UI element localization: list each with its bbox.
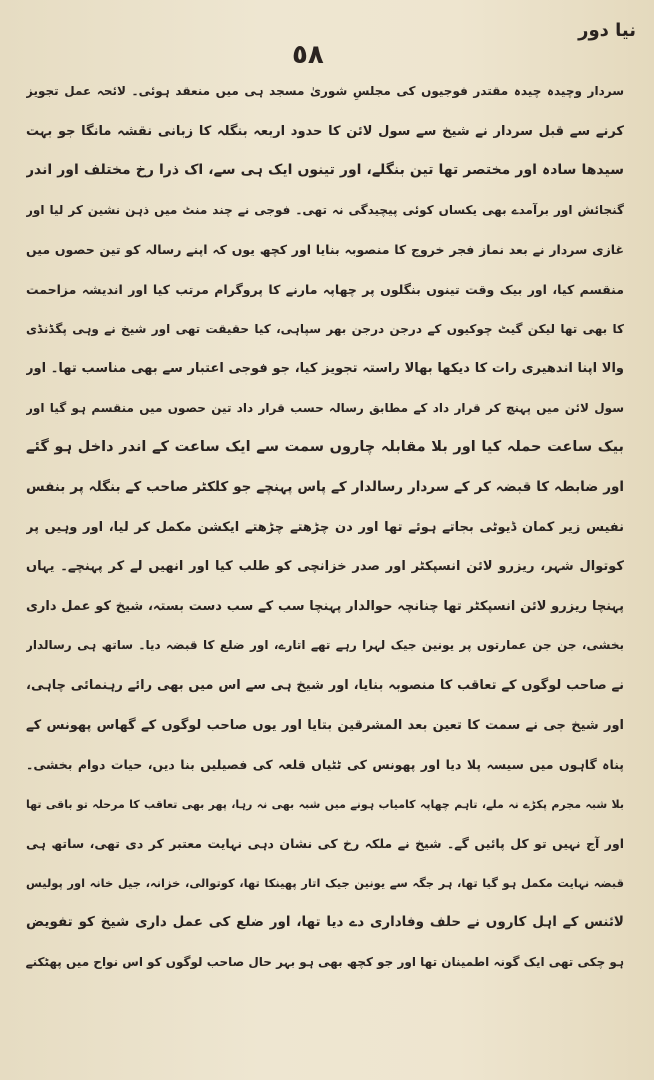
text-line: نے صاحب لوگوں کے تعاقب کا منصوبہ بنایا، اور شیخ ہی سے اس میں بھی رائے رہنمائی چاہی،: [26, 677, 624, 693]
text-line: منقسم کیا، اور بیک وقت تینوں بنگلوں پر چھاپہ مارنے کا پروگرام مرتب کیا اور اندیشہ مزاحمت: [26, 281, 624, 297]
text-line: گنجائش اور برآمدے بھی یکساں کوئی پیچیدگی نہ تھی۔ فوجی نے چند منٹ میں ذہن نشین کر لیا اور: [26, 202, 624, 217]
text-line: اور شیخ جی نے سمت کا تعین بعد المشرقین بتایا اور یوں صاحب لوگوں کے گھاس پھونس کے: [26, 717, 624, 733]
text-line: پہنچا ریزرو لائن انسپکٹر تھا چنانچہ حوالدار پہنچا سب کے سب دست بستہ، شیخ کو عمل داری: [26, 598, 624, 614]
page-number: ٥٨: [292, 40, 324, 70]
text-line: اور آج نہیں تو کل پائیں گے۔ شیخ نے ملکہ رخ کی نشان دہی نہایت معتبر کر دی تھی، ساتھ ہی: [26, 836, 624, 852]
page-header: [0, 14, 654, 70]
text-line: قبضہ نہایت مکمل ہو گیا تھا، ہر جگہ سے یونین جیک اتار پھینکا تھا، کوتوالی، خزانہ، جیل خانہ اور پولیس: [26, 875, 624, 890]
text-line: کرنے سے قبل سردار نے شیخ سے سول لائن کا حدود اربعہ بنگلہ کا زبانی نقشہ مانگا جو بہت: [26, 123, 624, 139]
text-line: سردار وچیدہ چیدہ مقتدر فوجیوں کی مجلسِ شوریٰ مسجد ہی میں منعقد ہوئی۔ لائحہ عمل تجویز: [26, 84, 624, 98]
text-line: کا بھی تھا لیکن گیٹ چوکیوں کے درجن درجن بھر سپاہی، کیا حقیقت تھی اور شیخ نے وہی پگڈنڈی: [26, 321, 624, 336]
body-text: [26, 72, 624, 983]
text-line: بیک ساعت حملہ کیا اور بلا مقابلہ چاروں سمت سے ایک ساعت کے اندر داخل ہو گئے: [26, 439, 624, 456]
text-line: پناہ گاہوں میں سیسہ پلا دیا اور پھونس کی ٹٹیاں قلعہ کی فصیلیں بنا دیں، حیات دوام بخشی۔: [26, 757, 624, 773]
text-line: سیدھا سادہ اور مختصر تھا تین بنگلے، اور تینوں ایک ہی سے، اک ذرا رخ مختلف اور اندر: [26, 162, 624, 179]
text-line: سول لائن میں پہنچ کر قرار داد کے مطابق رسالہ حسب قرار داد تین حصوں میں منقسم ہو گیا اور: [26, 400, 624, 415]
text-line: بخشی، جن جن عمارتوں پر یونین جیک لہرا رہے تھے اتارے، اور ضلع کا قبضہ دیا۔ ساتھ ہی رسالدار: [26, 638, 624, 653]
running-title: نیا دور: [578, 20, 636, 41]
text-line: کوتوال شہر، ریزرو لائن انسپکٹر اور صدر خزانچی کو طلب کیا اور انھیں لے کر پہنچے۔ یہاں: [26, 559, 624, 575]
text-line: ہو چکی تھی ایک گونہ اطمینان تھا اور جو کچھ بھی ہو بہر حال صاحب لوگوں کو اس نواح میں پھٹکنے: [26, 955, 624, 970]
text-line: لائنس کے اہل کاروں نے حلف وفاداری دے دیا تھا، اور ضلع کی عمل داری شیخ کو تفویض: [26, 914, 624, 931]
text-line: اور ضابطہ کا قبضہ کر کے سردار رسالدار کے پاس پہنچے جو کلکٹر صاحب کے بنگلہ پر بنفس: [26, 478, 624, 495]
text-line: بلا شبہ مجرم پکڑے نہ ملے، تاہم چھاپہ کامیاب ہونے میں شبہ بھی نہ رہا، پھر بھی تعاقب کا مرحلہ تو باقی تھا: [26, 797, 624, 811]
text-line: والا اپنا اندھیری رات کا دیکھا بھالا راستہ تجویز کیا، جو فوجی اعتبار سے بھی مناسب تھا۔ اور: [26, 361, 624, 377]
text-line: غازی سردار نے بعد نماز فجر خروج کا منصوبہ بنایا اور کچھ یوں کہ اپنے رسالہ کو تین حصوں میں: [26, 242, 624, 258]
text-line: نفیس زیر کمان ڈیوٹی بجاتے ہوئے تھا اور دن چڑھتے چڑھتے ایکشن مکمل کر لیا، اور وہیں پر: [26, 519, 624, 535]
